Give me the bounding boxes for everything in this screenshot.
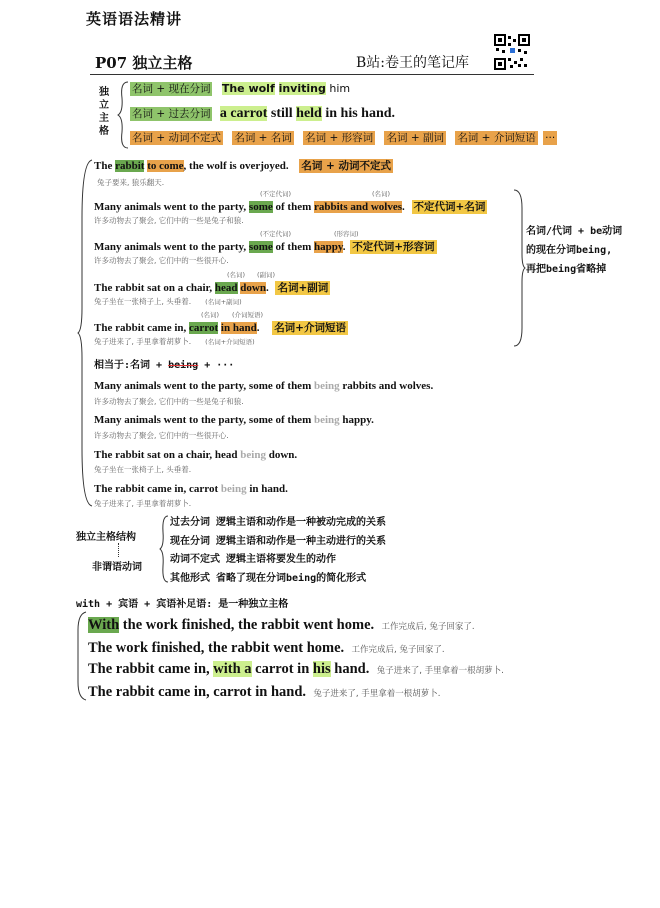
part-label: (副词) (257, 271, 276, 279)
part-label: (名词) (227, 271, 246, 279)
example-sentence-2: Many animals went to the party, some of them rabbits and wolves. 不定代词+名词 (94, 201, 486, 213)
translation: 兔子进来了, 手里拿着胡萝卜. (名词+介词短语) (94, 337, 255, 346)
part-label: (介词短语) (232, 311, 264, 319)
example-sentence-4: The rabbit sat on a chair, head down. 名词+副词 (94, 282, 329, 294)
brace-icon (116, 80, 130, 150)
equivalent-sentence-3: The rabbit sat on a chair, head being down. (94, 449, 298, 461)
summary-right: 过去分词 逻辑主语和动作是一种被动完成的关系 现在分词 逻辑主语和动作是一种主动进行的关系 动词不定式 逻辑主语将要发生的动作 其他形式 省略了现在分词being的简化形式 (170, 517, 387, 584)
brace-icon (76, 158, 94, 508)
right-note: 名词/代词 + be动词 的现在分词being, 再把being省略掉 (526, 226, 623, 275)
translation: 兔子要来, 狼乐翻天. (97, 178, 165, 187)
dotted-connector (118, 543, 120, 557)
brace-icon (74, 610, 88, 702)
qr-code-icon (494, 34, 530, 70)
page-heading: P07 独立主格 (95, 54, 193, 72)
with-sentence-3: The rabbit came in, with a carrot in his hand. 兔子进来了, 手里拿着一根胡萝卜. (88, 661, 504, 677)
brace-icon (512, 188, 526, 348)
part-label: (名词) (372, 190, 391, 198)
top-row-2: 名词 + 过去分词 a carrot still held in his hand. (132, 106, 396, 121)
translation: 兔子坐在一张椅子上, 头垂着. (名词+副词) (94, 297, 242, 306)
translation: 许多动物去了聚会, 它们中的一些很开心. (94, 431, 229, 440)
equivalent-sentence-2: Many animals went to the party, some of them being happy. (94, 414, 374, 426)
summary-left-1: 独立主格结构 (76, 532, 136, 543)
document-title: 英语语法精讲 (86, 10, 183, 28)
translation: 兔子坐在一张椅子上, 头垂着. (94, 465, 192, 474)
example-sentence-3: Many animals went to the party, some of them happy. 不定代词+形容词 (94, 241, 435, 253)
part-label: (名词) (201, 311, 220, 319)
brace-icon (158, 514, 170, 584)
part-label: (形容词) (334, 230, 359, 238)
side-label: 独 立 主 格 (99, 87, 109, 137)
example-sentence-1: The rabbit to come, the wolf is overjoyed. 名词 + 动词不定式 (94, 160, 391, 172)
translation: 兔子进来了, 手里拿着胡萝卜. (94, 499, 192, 508)
translation: 许多动物去了聚会, 它们中的一些是兔子和狼. (94, 216, 244, 225)
top-row-3: 名词 + 动词不定式 名词 + 名词 名词 + 形容词 名词 + 副词 名词 + 介词短语 ··· (132, 132, 556, 144)
with-sentence-4: The rabbit came in, carrot in hand. 兔子进来了, 手里拿着一根胡萝卜. (88, 684, 441, 700)
translation: 许多动物去了聚会, 它们中的一些很开心. (94, 256, 229, 265)
top-row-1: 名词 + 现在分词 The wolf inviting him (132, 82, 351, 95)
with-sentence-1: With the work finished, the rabbit went home. 工作完成后, 兔子回家了. (88, 617, 475, 633)
equivalent-heading: 相当于:名词 + being + ··· (94, 360, 235, 371)
equivalent-sentence-1: Many animals went to the party, some of them being rabbits and wolves. (94, 380, 434, 392)
with-sentence-2: The work finished, the rabbit went home. 工作完成后, 兔子回家了. (88, 640, 445, 656)
channel-credit: B站:卷王的笔记库 (356, 55, 470, 71)
translation: 许多动物去了聚会, 它们中的一些是兔子和狼. (94, 397, 244, 406)
header-divider (90, 74, 534, 75)
with-heading: with + 宾语 + 宾语补足语: 是一种独立主格 (76, 599, 289, 610)
part-label: (不定代词) (260, 190, 292, 198)
summary-left-2: 非谓语动词 (92, 562, 142, 573)
part-label: (不定代词) (260, 230, 292, 238)
equivalent-sentence-4: The rabbit came in, carrot being in hand. (94, 483, 288, 495)
example-sentence-5: The rabbit came in, carrot in hand. 名词+介词短语 (94, 322, 346, 334)
